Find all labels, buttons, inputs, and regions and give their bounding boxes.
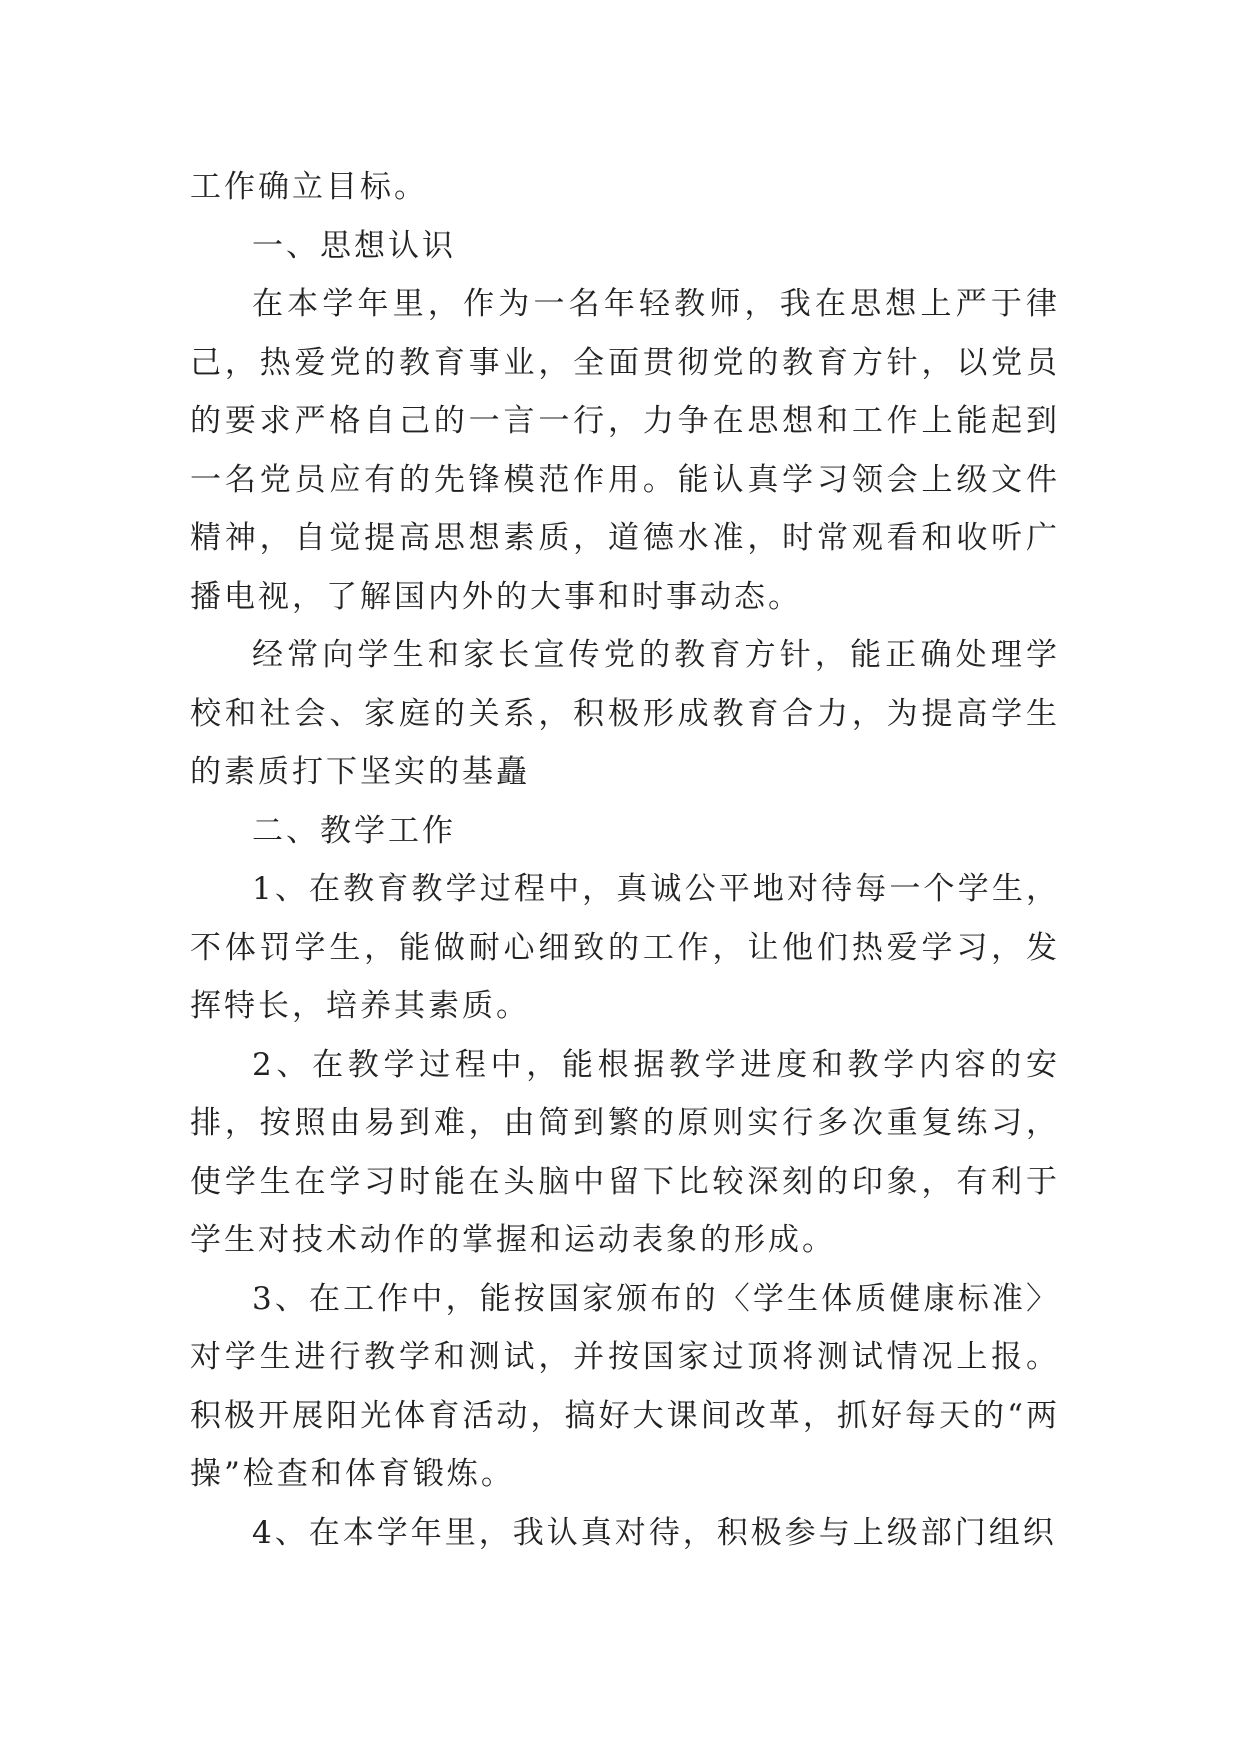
paragraph: 在本学年里，作为一名年轻教师，我在思想上严于律己，热爱党的教育事业，全面贯彻党的教育方针，以党员的要求严格自己的一言一行，力争在思想和工作上能起到一名党员应有的先锋模范作用。能认真学习领会上级文件精神，自觉提高思想素质，道德水准，时常观看和收听广播电视，了解国内外的大事和时事动态。	[190, 286, 1060, 615]
paragraph: 2、在教学过程中，能根据教学进度和教学内容的安排，按照由易到难，由简到繁的原则实行多次重复练习，使学生在学习时能在头脑中留下比较深刻的印象，有利于学生对技术动作的掌握和运动表象的形成。	[190, 1046, 1060, 1258]
paragraph: 经常向学生和家长宣传党的教育方针，能正确处理学校和社会、家庭的关系，积极形成教育合力，为提高学生的素质打下坚实的基矗	[190, 637, 1060, 790]
paragraph-continuation: 工作确立目标。	[190, 169, 428, 205]
section-heading-thought: 一、思想认识	[252, 227, 456, 264]
paragraph: 4、在本学年里，我认真对待，积极参与上级部门组织	[252, 1514, 1057, 1551]
paragraph: 1、在教育教学过程中，真诚公平地对待每一个学生，不体罚学生，能做耐心细致的工作，让他们热爱学习，发挥特长，培养其素质。	[190, 871, 1060, 1024]
paragraph: 3、在工作中，能按国家颁布的〈学生体质健康标准〉对学生进行教学和测试，并按国家过顶将测试情况上报。积极开展阳光体育活动，搞好大课间改革，抓好每天的“两操”检查和体育锻炼。	[190, 1280, 1060, 1492]
section-heading-teaching: 二、教学工作	[252, 812, 456, 849]
document-body	[190, 158, 1060, 1562]
